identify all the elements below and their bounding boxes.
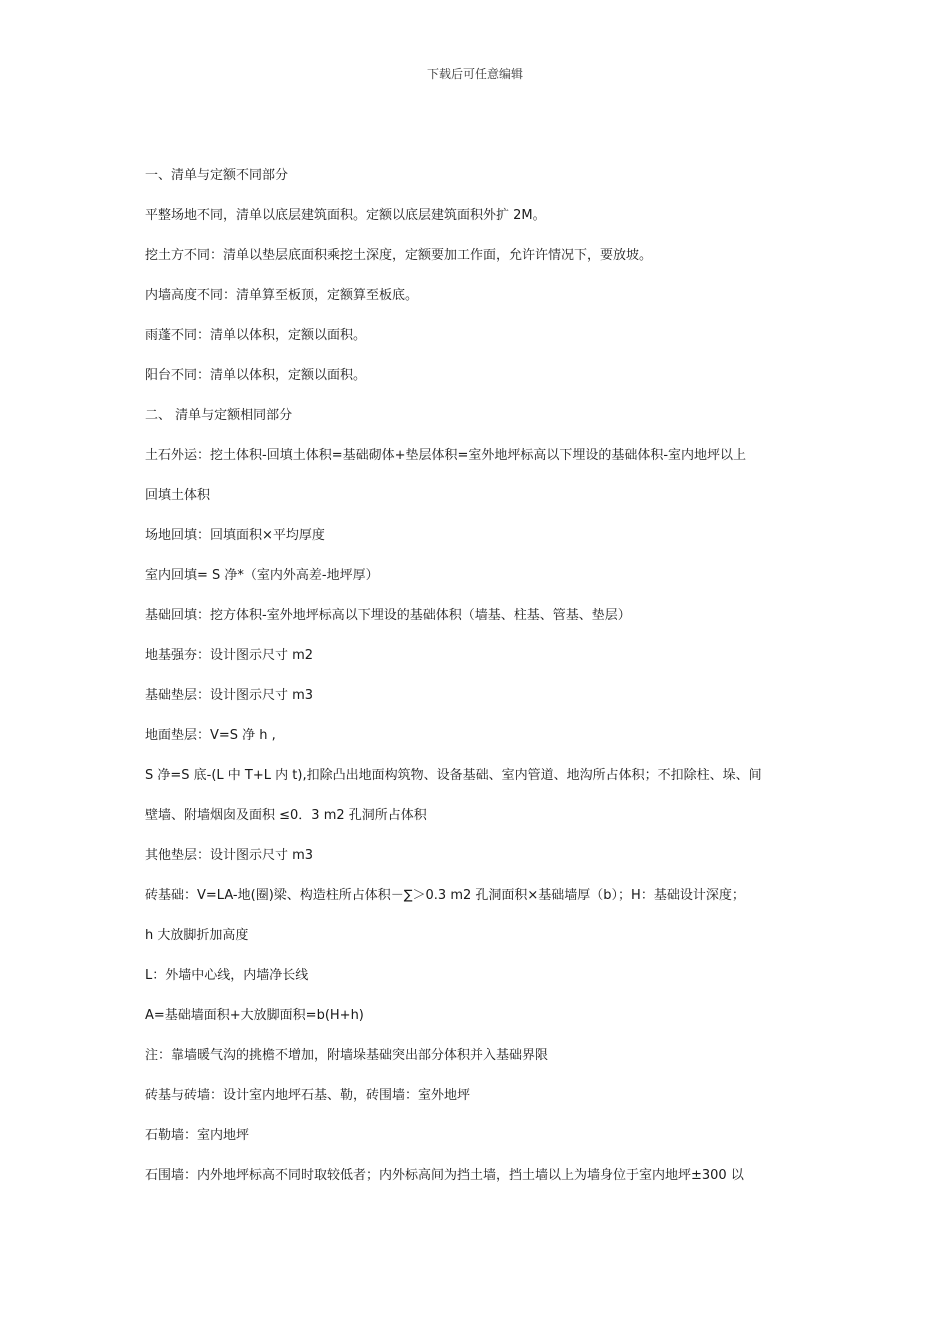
paragraph-line: S 净=S 底-(L 中 T+L 内 t),扣除凸出地面构筑物、设备基础、室内管道、地沟所占体积；不扣除柱、垛、间 xyxy=(145,768,762,783)
page-header: 下载后可任意编辑 xyxy=(426,67,523,81)
document-body xyxy=(145,164,810,1204)
paragraph-line: 基础回填：挖方体积-室外地坪标高以下埋设的基础体积（墙基、柱基、管基、垫层） xyxy=(145,608,631,623)
paragraph-line: 砖基与砖墙：设计室内地坪石基、勒，砖围墙：室外地坪 xyxy=(145,1088,471,1103)
paragraph-line: 壁墙、附墙烟囱及面积 ≤0．3 m2 孔洞所占体积 xyxy=(145,808,427,823)
paragraph-line: 砖基础：V=LA-地(圈)梁、构造柱所占体积－∑＞0.3 m2 孔洞面积×基础墙厚（b）；H：基础设计深度； xyxy=(145,888,745,903)
paragraph-line: 回填土体积 xyxy=(145,488,211,503)
paragraph-line: 平整场地不同，清单以底层建筑面积。定额以底层建筑面积外扩 2M。 xyxy=(145,208,546,223)
paragraph-line: 阳台不同：清单以体积，定额以面积。 xyxy=(145,368,367,383)
paragraph-line: 基础垫层：设计图示尺寸 m3 xyxy=(145,688,314,703)
paragraph-line: 注：靠墙暖气沟的挑檐不增加，附墙垛基础突出部分体积并入基础界限 xyxy=(145,1048,549,1063)
paragraph-line: 其他垫层：设计图示尺寸 m3 xyxy=(145,848,314,863)
paragraph-line: 内墙高度不同：清单算至板顶，定额算至板底。 xyxy=(145,288,419,303)
paragraph-line: 地基强夯：设计图示尺寸 m2 xyxy=(145,648,314,663)
paragraph-line: 石围墙：内外地坪标高不同时取较低者；内外标高间为挡土墙，挡土墙以上为墙身位于室内地坪±300 以 xyxy=(145,1168,744,1183)
section-heading-similarities: 二、 清单与定额相同部分 xyxy=(145,408,293,423)
paragraph-line: 地面垫层：V=S 净 h , xyxy=(145,728,276,743)
paragraph-line: 石勒墙：室内地坪 xyxy=(145,1128,250,1143)
paragraph-line: A=基础墙面积+大放脚面积=b(H+h) xyxy=(145,1008,364,1023)
paragraph-line: 场地回填：回填面积×平均厚度 xyxy=(145,528,325,543)
paragraph-line: 室内回填= S 净*（室内外高差-地坪厚） xyxy=(145,568,379,583)
section-heading-differences: 一、清单与定额不同部分 xyxy=(145,168,289,183)
paragraph-line: L：外墙中心线，内墙净长线 xyxy=(145,968,309,983)
paragraph-line: 挖土方不同：清单以垫层底面积乘挖土深度，定额要加工作面，允许许情况下，要放坡。 xyxy=(145,248,653,263)
paragraph-line: h 大放脚折加高度 xyxy=(145,928,249,943)
paragraph-line: 雨蓬不同：清单以体积，定额以面积。 xyxy=(145,328,367,343)
paragraph-line: 土石外运：挖土体积-回填土体积=基础砌体+垫层体积=室外地坪标高以下埋设的基础体积-室内地坪以上 xyxy=(145,448,747,463)
